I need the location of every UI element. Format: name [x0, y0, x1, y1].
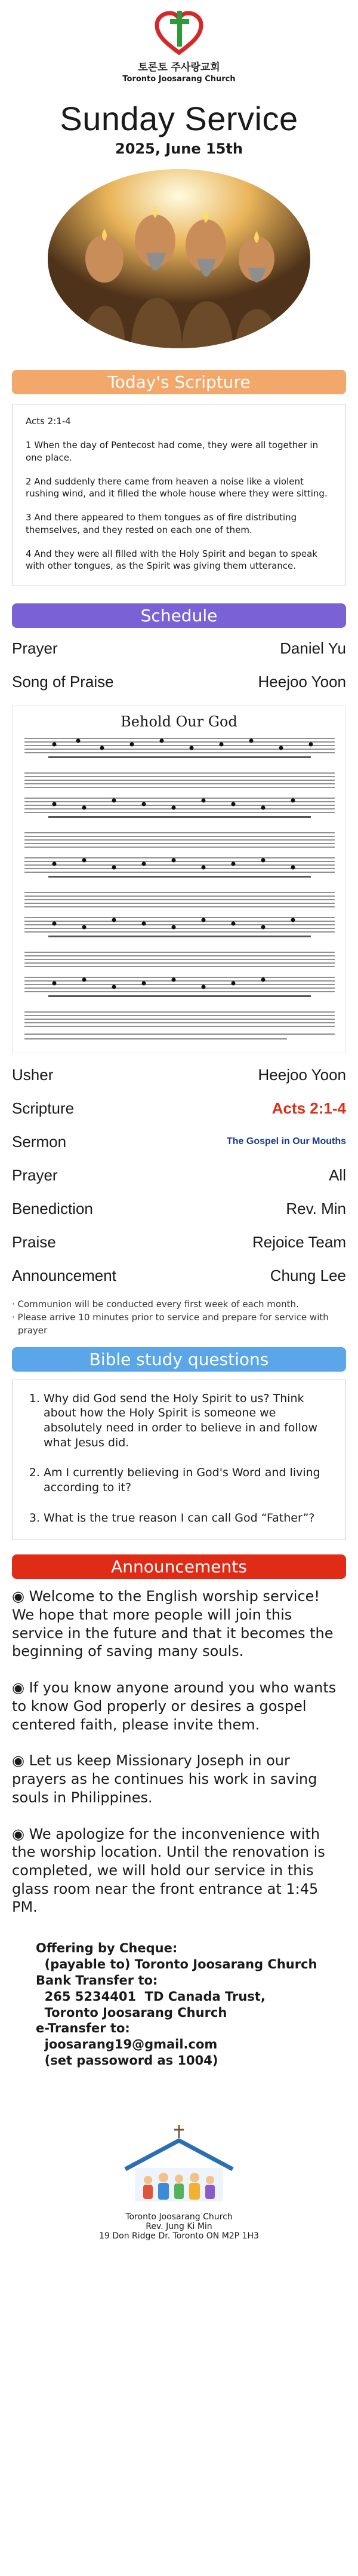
music-staves-image [13, 730, 345, 1047]
announcement-item: ◉ We apologize for the inconvenience with the worship location. Until the renovation is completed, we will hold our service in this glass room near the front entrance at 1:45 PM. [12, 1825, 325, 1916]
service-date: 2025, June 15th [115, 140, 243, 157]
schedule-notes [12, 1298, 346, 1337]
offering-line: Bank Transfer to: [36, 1973, 158, 1988]
footer-address: 19 Don Ridge Dr. Toronto ON M2P 1H3 [99, 2231, 259, 2241]
church-name-korean: 토론토 주사랑교회 [138, 62, 220, 73]
bulletin-footer [0, 2123, 358, 2241]
schedule-section-header: Schedule [12, 603, 346, 628]
schedule-label: Announcement [12, 1266, 116, 1284]
offering-line: (set passoword as 1004) [36, 2053, 218, 2068]
schedule-value: The Gospel in Our Mouths [227, 1136, 346, 1147]
schedule-value: Rev. Min [286, 1199, 346, 1218]
scripture-verse: 1 When the day of Pentecost had come, they were all together in one place. [26, 440, 319, 463]
hymn-sheet-music [12, 706, 346, 1053]
bible-study-box [12, 1379, 346, 1541]
offering-line: (payable to) Toronto Joosarang Church [36, 1956, 317, 1971]
scripture-verse: 2 And suddenly there came from heaven a noise like a violent rushing wind, and it filled the whole house where they were sitting. [26, 476, 328, 499]
schedule-row-prayer-all [12, 1158, 346, 1192]
scripture-section-header: Today's Scripture [12, 370, 346, 394]
offering-line: joosarang19@gmail.com [36, 2037, 218, 2052]
note-item: · Please arrive 10 minutes prior to service and prepare for service with prayer [12, 1312, 329, 1336]
schedule-row-benediction [12, 1192, 346, 1225]
schedule-value: Daniel Yu [280, 639, 346, 657]
schedule-label: Praise [12, 1232, 56, 1251]
schedule-row-song-of-praise [12, 665, 346, 698]
schedule-row-sermon [12, 1125, 346, 1158]
bible-question: 3. What is the true reason I can call God “Father”? [44, 1511, 331, 1526]
announcement-item: ◉ Let us keep Missionary Joseph in our prayers as he continues his work in saving souls in Philippines. [12, 1752, 317, 1806]
schedule-row-prayer [12, 631, 346, 665]
bulletin-header [0, 0, 358, 157]
schedule-label: Scripture [12, 1099, 75, 1117]
schedule-label: Prayer [12, 639, 58, 657]
service-title: Sunday Service [60, 100, 298, 137]
schedule-value: Chung Lee [270, 1266, 346, 1284]
announcement-item: ◉ Welcome to the English worship service! We hope that more people will join this service in the future and that it becomes the beginning of saving many souls. [12, 1588, 334, 1660]
schedule-label: Usher [12, 1065, 54, 1084]
offering-line: e-Transfer to: [36, 2021, 130, 2036]
footer-pastor: Rev. Jung Ki Min [146, 2222, 212, 2232]
schedule-value: Rejoice Team [252, 1232, 346, 1251]
offering-line: 265 5234401 TD Canada Trust, [36, 1989, 266, 2004]
scripture-reference: Acts 2:1-4 [26, 416, 71, 427]
hymn-title: Behold Our God [121, 713, 237, 731]
schedule-label: Benediction [12, 1199, 93, 1218]
announcements-list [12, 1587, 346, 1916]
schedule-label: Prayer [12, 1166, 58, 1184]
schedule-label: Song of Praise [12, 672, 114, 691]
schedule-value: Acts 2:1-4 [271, 1099, 346, 1117]
schedule-value: Heejoo Yoon [258, 672, 346, 691]
schedule-row-usher [12, 1058, 346, 1091]
church-name-english: Toronto Joosarang Church [122, 75, 236, 84]
bible-question: 1. Why did God send the Holy Spirit to us? Think about how the Holy Spirit is someone we absolutely need in order to believe in and follow what Jesus did. [44, 1391, 331, 1450]
church-building-illustration [0, 2123, 358, 2209]
schedule-row-announcement [12, 1259, 346, 1292]
bible-study-section-header: Bible study questions [12, 1347, 346, 1372]
offering-info [12, 1940, 346, 2069]
scripture-verse: 3 And there appeared to them tongues as of fire distributing themselves, and they rested on each one of them. [26, 512, 297, 535]
schedule-row-scripture [12, 1091, 346, 1125]
note-item: · Communion will be conducted every first week of each month. [12, 1299, 299, 1310]
announcements-section-header: Announcements [12, 1554, 346, 1579]
schedule-value: Heejoo Yoon [258, 1065, 346, 1084]
bible-question: 2. Am I currently believing in God's Word and living according to it? [44, 1465, 331, 1495]
pentecost-painting [48, 169, 310, 348]
footer-church-name: Toronto Joosarang Church [125, 2212, 233, 2222]
schedule-row-praise [12, 1225, 346, 1259]
announcement-item: ◉ If you know anyone around you who wants to know God properly or desires a gospel centered faith, please invite them. [12, 1679, 337, 1733]
offering-line: Offering by Cheque: [36, 1941, 178, 1956]
scripture-box [12, 404, 346, 585]
schedule-label: Sermon [12, 1132, 67, 1151]
offering-line: Toronto Joosarang Church [36, 2005, 227, 2020]
church-logo [152, 8, 206, 57]
scripture-verse: 4 And they were all filled with the Holy Spirit and began to speak with other tongues, as the Spirit was giving them utterance. [26, 548, 317, 571]
schedule-value: All [329, 1166, 346, 1184]
